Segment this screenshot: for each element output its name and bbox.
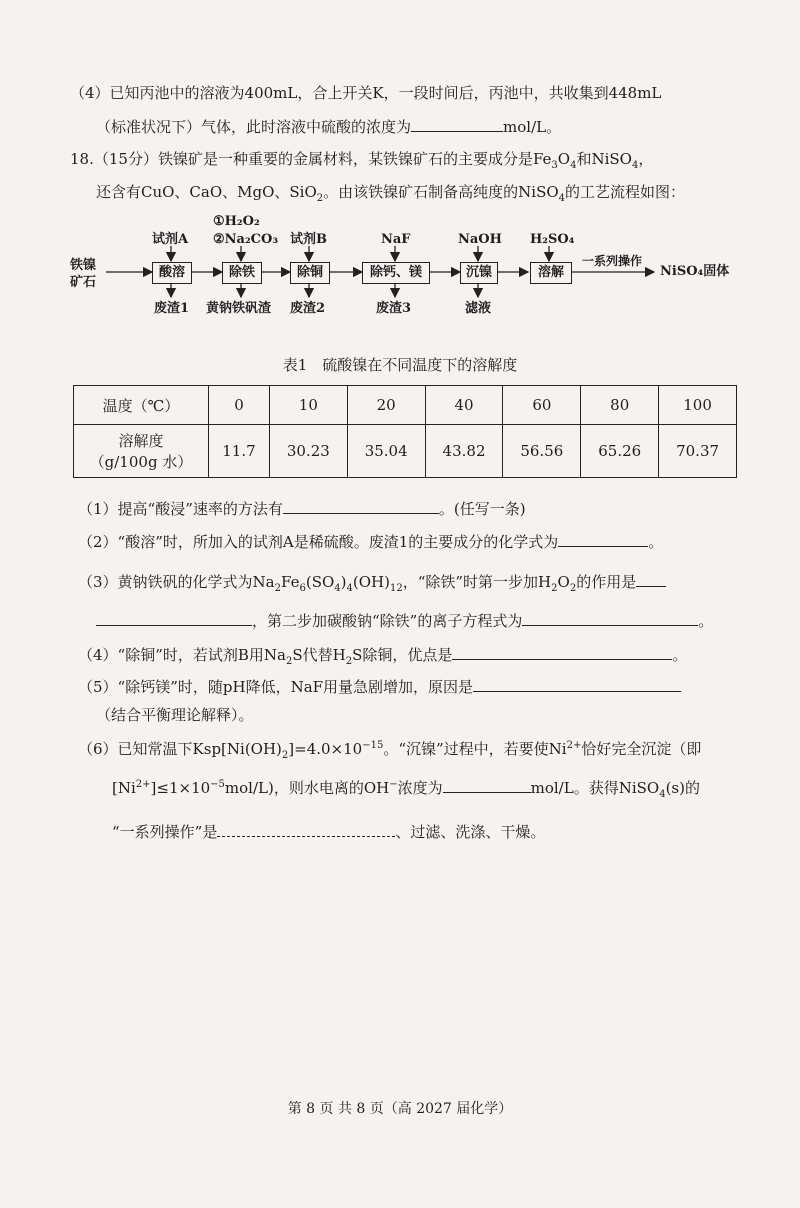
q-text: （3）黄钠铁矾的化学式为Na	[78, 573, 275, 591]
q-text: O	[557, 573, 570, 591]
q-text: （1）提高“酸浸”速率的方法有	[78, 500, 283, 518]
naoh-label: NaOH	[458, 232, 502, 247]
answer-blank[interactable]	[411, 115, 503, 132]
waste2-label: 废渣2	[290, 301, 326, 316]
q-text: ]=4.0×10	[288, 740, 363, 758]
q-text: （结合平衡理论解释）。	[96, 706, 254, 724]
q-text: mol/L。获得NiSO	[530, 779, 660, 797]
product-label: NiSO₄固体	[660, 264, 730, 279]
question-6-line2: $[Ni^{2+}]\le 1\times 10^{-5}mol/L$)，则水电离的OH−浓度为 mol/L。获得NiSO$_4$(s)的	[112, 776, 700, 799]
q-text: 、过滤、洗涤、干燥。	[395, 823, 546, 841]
q-text: (s)的	[665, 779, 700, 797]
q-text: （2）“酸溶”时，所加入的试剂A是稀硫酸。废渣1的主要成分的化学式为	[78, 533, 559, 551]
q18-intro-line2: 还含有CuO、CaO、MgO、SiO$_2$。由该铁镍矿石制备高纯度的NiSO$_4$的工艺流程如图：	[96, 183, 686, 204]
q-text: （6）已知常温下Ksp[Ni(OH)	[78, 740, 282, 758]
answer-blank[interactable]	[558, 530, 648, 547]
table-cell: 80	[581, 386, 659, 425]
step-precipitate-ni: 沉镍	[460, 262, 498, 284]
question-6-line1: （6）已知常温下$Ksp[Ni(OH)_2]=4.0\times 10^{-15}$。“沉镍”过程中，若要使$Ni^{2+}$恰好完全沉淀（即	[78, 740, 702, 761]
answer-blank[interactable]	[473, 675, 681, 692]
q-text: [Ni	[112, 779, 136, 797]
q-text: 恰好完全沉淀（即	[581, 740, 702, 758]
q-text: 。	[698, 612, 714, 630]
step-remove-copper: 除铜	[290, 262, 330, 284]
q-text: Fe	[281, 573, 300, 591]
table-cell: 100	[659, 386, 737, 425]
table-cell: 10	[269, 386, 347, 425]
q-text: (OH)	[352, 573, 390, 591]
waste3-label: 废渣3	[376, 301, 412, 316]
question-4: （4）“除铜”时，若试剂B用$Na_2S$代替$H_2S$除铜，优点是 。	[78, 643, 687, 666]
question-2	[78, 530, 663, 553]
reagent-a-label: 试剂A	[152, 232, 189, 247]
q18-text: 。由该铁镍矿石制备高纯度的NiSO	[323, 183, 559, 201]
waste1-label: 废渣1	[154, 301, 190, 316]
table-cell: 40	[425, 386, 503, 425]
q17-4-line1	[70, 82, 661, 104]
answer-blank[interactable]	[283, 497, 439, 514]
table-cell: 43.82	[425, 425, 503, 478]
q-text: ，“除铁”时第一步加H	[402, 573, 552, 591]
q-text: S代替H	[292, 646, 346, 664]
question-5-line1	[78, 675, 681, 698]
header-line: 溶解度	[118, 432, 164, 450]
q-text: （4）“除铜”时，若试剂B用Na	[78, 646, 286, 664]
q18-intro-line1: 18.（15分）铁镍矿是一种重要的金属材料，某铁镍矿石的主要成分是$Fe_3O_4$和NiSO$_4$，	[70, 150, 654, 171]
table-cell: 11.7	[209, 425, 270, 478]
q-sup: −	[389, 779, 398, 790]
answer-blank[interactable]	[452, 643, 672, 660]
jarosite-label: 黄钠铁矾渣	[206, 301, 272, 316]
h2so4-label: H₂SO₄	[530, 232, 575, 247]
table-caption: 表1 硫酸镍在不同温度下的溶解度	[282, 356, 518, 374]
q17-4-text2: （标准状况下）气体，此时溶液中硫酸的浓度为	[96, 118, 412, 136]
q-text: (SO	[305, 573, 335, 591]
question-5-line2	[96, 704, 254, 726]
row-header-solubility	[74, 425, 209, 478]
table-cell: 70.37	[659, 425, 737, 478]
q-text: 。“沉镍”过程中，若要使Ni	[383, 740, 567, 758]
q-text: 的作用是	[576, 573, 637, 591]
step-remove-ca-mg: 除钙、镁	[362, 262, 430, 284]
q-text: “一系列操作”是	[112, 823, 218, 841]
table-cell: 65.26	[581, 425, 659, 478]
table-row	[74, 386, 737, 425]
answer-blank[interactable]	[636, 570, 666, 587]
q-text: 浓度为	[397, 779, 443, 797]
table-cell: 20	[347, 386, 425, 425]
q-text: 。	[672, 646, 688, 664]
filtrate-label: 滤液	[465, 301, 492, 316]
q17-4-line2	[96, 115, 561, 138]
q-text: 。(任写一条)	[438, 500, 526, 518]
table-cell: 35.04	[347, 425, 425, 478]
reagent-b-label: 试剂B	[290, 232, 327, 247]
answer-blank[interactable]	[522, 609, 698, 626]
table-cell: 60	[503, 386, 581, 425]
answer-blank[interactable]	[96, 609, 252, 626]
table-cell: 30.23	[269, 425, 347, 478]
question-3-line2	[96, 609, 713, 632]
q-text: mol/L)，则水电离的OH	[224, 779, 390, 797]
start-label-top: 铁镍	[70, 258, 97, 273]
question-6-line3	[112, 820, 545, 843]
q18-text: 18.（15分）铁镍矿是一种重要的金属材料，某铁镍矿石的主要成分是Fe	[70, 150, 552, 168]
answer-blank[interactable]	[443, 776, 531, 793]
table-row	[74, 425, 737, 478]
q18-text: ，	[638, 150, 654, 168]
naf-label: NaF	[381, 232, 411, 247]
q-text: （5）“除钙镁”时，随pH降低，NaF用量急剧增加，原因是	[78, 678, 474, 696]
answer-blank[interactable]	[217, 820, 395, 837]
q17-4-text1: （4）已知丙池中的溶液为400mL，合上开关K，一段时间后，丙池中，共收集到448mL	[70, 84, 662, 102]
q18-text: 的工艺流程如图：	[565, 183, 686, 201]
row-header-temp: 温度（℃）	[74, 386, 209, 425]
question-3-line1: （3）黄钠铁矾的化学式为$Na_2Fe_6(SO_4)_4(OH)_{12}$，“除铁”时第一步加$H_2O_2$的作用是	[78, 570, 666, 593]
start-label-bottom: 矿石	[70, 275, 97, 290]
table-cell: 0	[209, 386, 270, 425]
process-flowchart	[70, 212, 770, 332]
q-text: ，第二步加碳酸钠“除铁”的离子方程式为	[252, 612, 523, 630]
step-acid-dissolve: 酸溶	[152, 262, 192, 284]
header-line: （g/100g 水）	[89, 453, 193, 471]
solubility-table	[73, 385, 737, 478]
q-sup: 2+	[566, 740, 582, 751]
h2o2-label: ①H₂O₂	[213, 214, 260, 229]
q-sup: −5	[210, 779, 225, 790]
q-text: 。	[648, 533, 664, 551]
question-1	[78, 497, 526, 520]
series-operations-label: 一系列操作	[582, 254, 643, 268]
q17-4-unit: mol/L。	[503, 118, 562, 136]
table-cell: 56.56	[503, 425, 581, 478]
q-text: S除铜，优点是	[352, 646, 453, 664]
q-text: )	[340, 573, 347, 591]
q18-text: O	[557, 150, 571, 168]
na2co3-label: ②Na₂CO₃	[213, 232, 279, 247]
q-text: ]≤1×10	[150, 779, 211, 797]
step-dissolve: 溶解	[530, 262, 572, 284]
page-footer: 第 8 页 共 8 页（高 2027 届化学）	[287, 1101, 513, 1117]
step-remove-iron: 除铁	[222, 262, 262, 284]
q18-text: 和NiSO	[576, 150, 632, 168]
q18-text: 还含有CuO、CaO、MgO、SiO	[96, 183, 317, 201]
q-sup: −15	[362, 740, 384, 751]
